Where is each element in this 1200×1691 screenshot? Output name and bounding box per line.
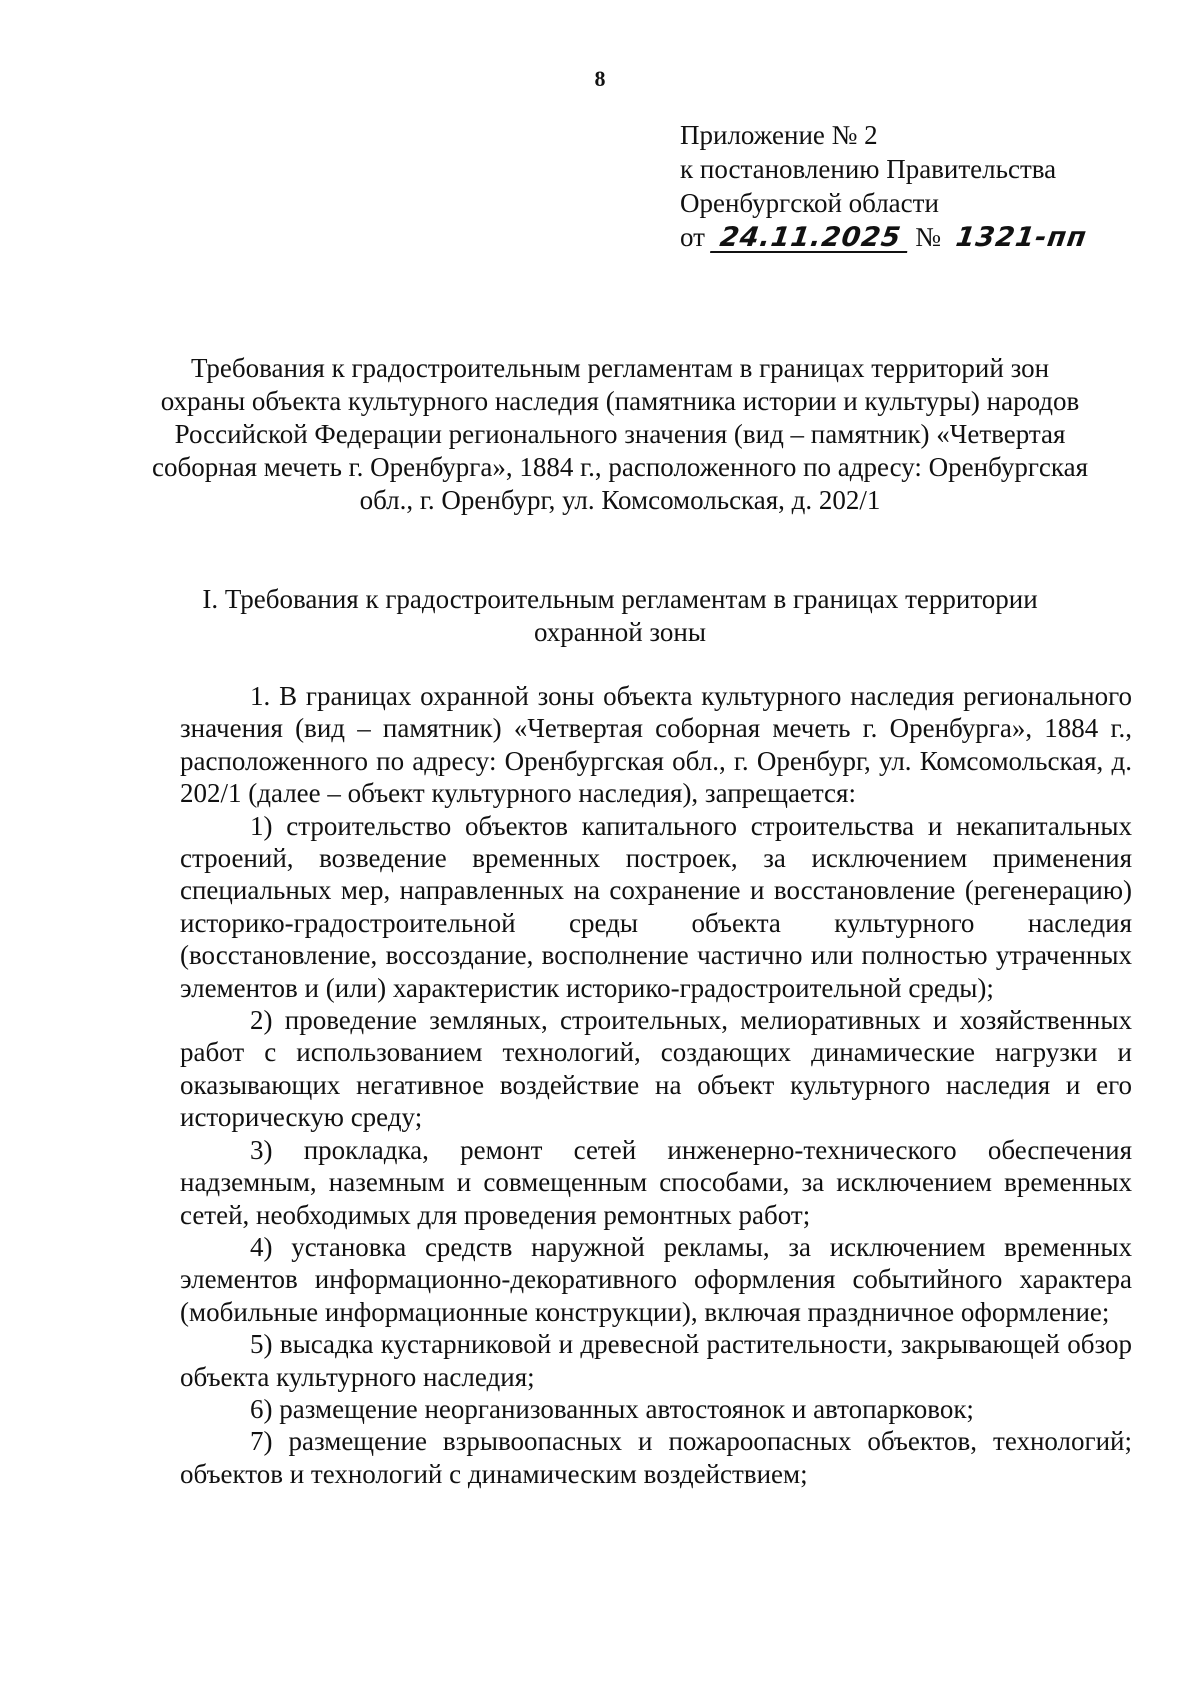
from-label: от — [680, 222, 705, 252]
appendix-block — [680, 118, 1094, 254]
appendix-resolution: к постановлению Правительства — [680, 154, 1057, 184]
paragraph: 4) установка средств наружной рекламы, за исключением временных элементов информационно-декоративного оформления событийного характера (мобильные информационные конструкции), включая праздничное оформление; — [180, 1231, 1132, 1327]
paragraph: 6) размещение неорганизованных автостоянок и автопарковок; — [250, 1393, 974, 1424]
paragraph: 5) высадка кустарниковой и древесной растительности, закрывающей обзор объекта культурного наследия; — [180, 1329, 1132, 1392]
handwritten-number: 1321-пп — [953, 222, 1089, 253]
number-label: № — [915, 222, 942, 252]
section-title: I. Требования к градостроительным регламентам в границах территории охранной зоны — [202, 584, 1038, 647]
paragraph: 3) прокладка, ремонт сетей инженерно-технического обеспечения надземным, наземным и совмещенным способами, за исключением временных сетей, необходимых для проведения ремонтных работ; — [180, 1134, 1132, 1230]
page-number: 8 — [594, 66, 606, 91]
document-body — [180, 680, 1132, 1490]
paragraph: 1. В границах охранной зоны объекта культурного наследия регионального значения (вид – памятник) «Четвертая соборная мечеть г. Оренбурга», 1884 г., расположенного по адресу: Оренбургская обл., г. Оренбург, ул. Комсомольская, д. 202/1 (далее – объект культурного наследия), запрещается: — [180, 681, 1132, 809]
document-title: Требования к градостроительным регламентам в границах территорий зон охраны объекта культурного наследия (памятника истории и культуры) народов Российской Федерации регионального значения (вид – памятник) «Четвертая соборная мечеть г. Оренбурга», 1884 г., расположенного по адресу: Оренбургская обл., г. Оренбург, ул. Комсомольская, д. 202/1 — [151, 353, 1088, 515]
appendix-date-number — [680, 220, 1094, 254]
handwritten-date: 24.11.2025 — [710, 225, 911, 253]
paragraph: 1) строительство объектов капитального строительства и некапитальных строений, возведение временных построек, за исключением применения специальных мер, направленных на сохранение и восстановление (регенерацию) историко-градостроительной среды объекта культурного наследия (восстановление, воссоздание, восполнение частично или полностью утраченных элементов и (или) характеристик историко-градостроительной среды); — [180, 810, 1132, 1003]
appendix-region: Оренбургской области — [680, 188, 939, 218]
paragraph: 7) размещение взрывоопасных и пожароопасных объектов, технологий; объектов и технологий с динамическим воздействием; — [180, 1426, 1132, 1489]
paragraph: 2) проведение земляных, строительных, мелиоративных и хозяйственных работ с использованием технологий, создающих динамические нагрузки и оказывающих негативное воздействие на объект культурного наследия и его историческую среду; — [180, 1005, 1132, 1133]
appendix-title: Приложение № 2 — [680, 120, 878, 150]
